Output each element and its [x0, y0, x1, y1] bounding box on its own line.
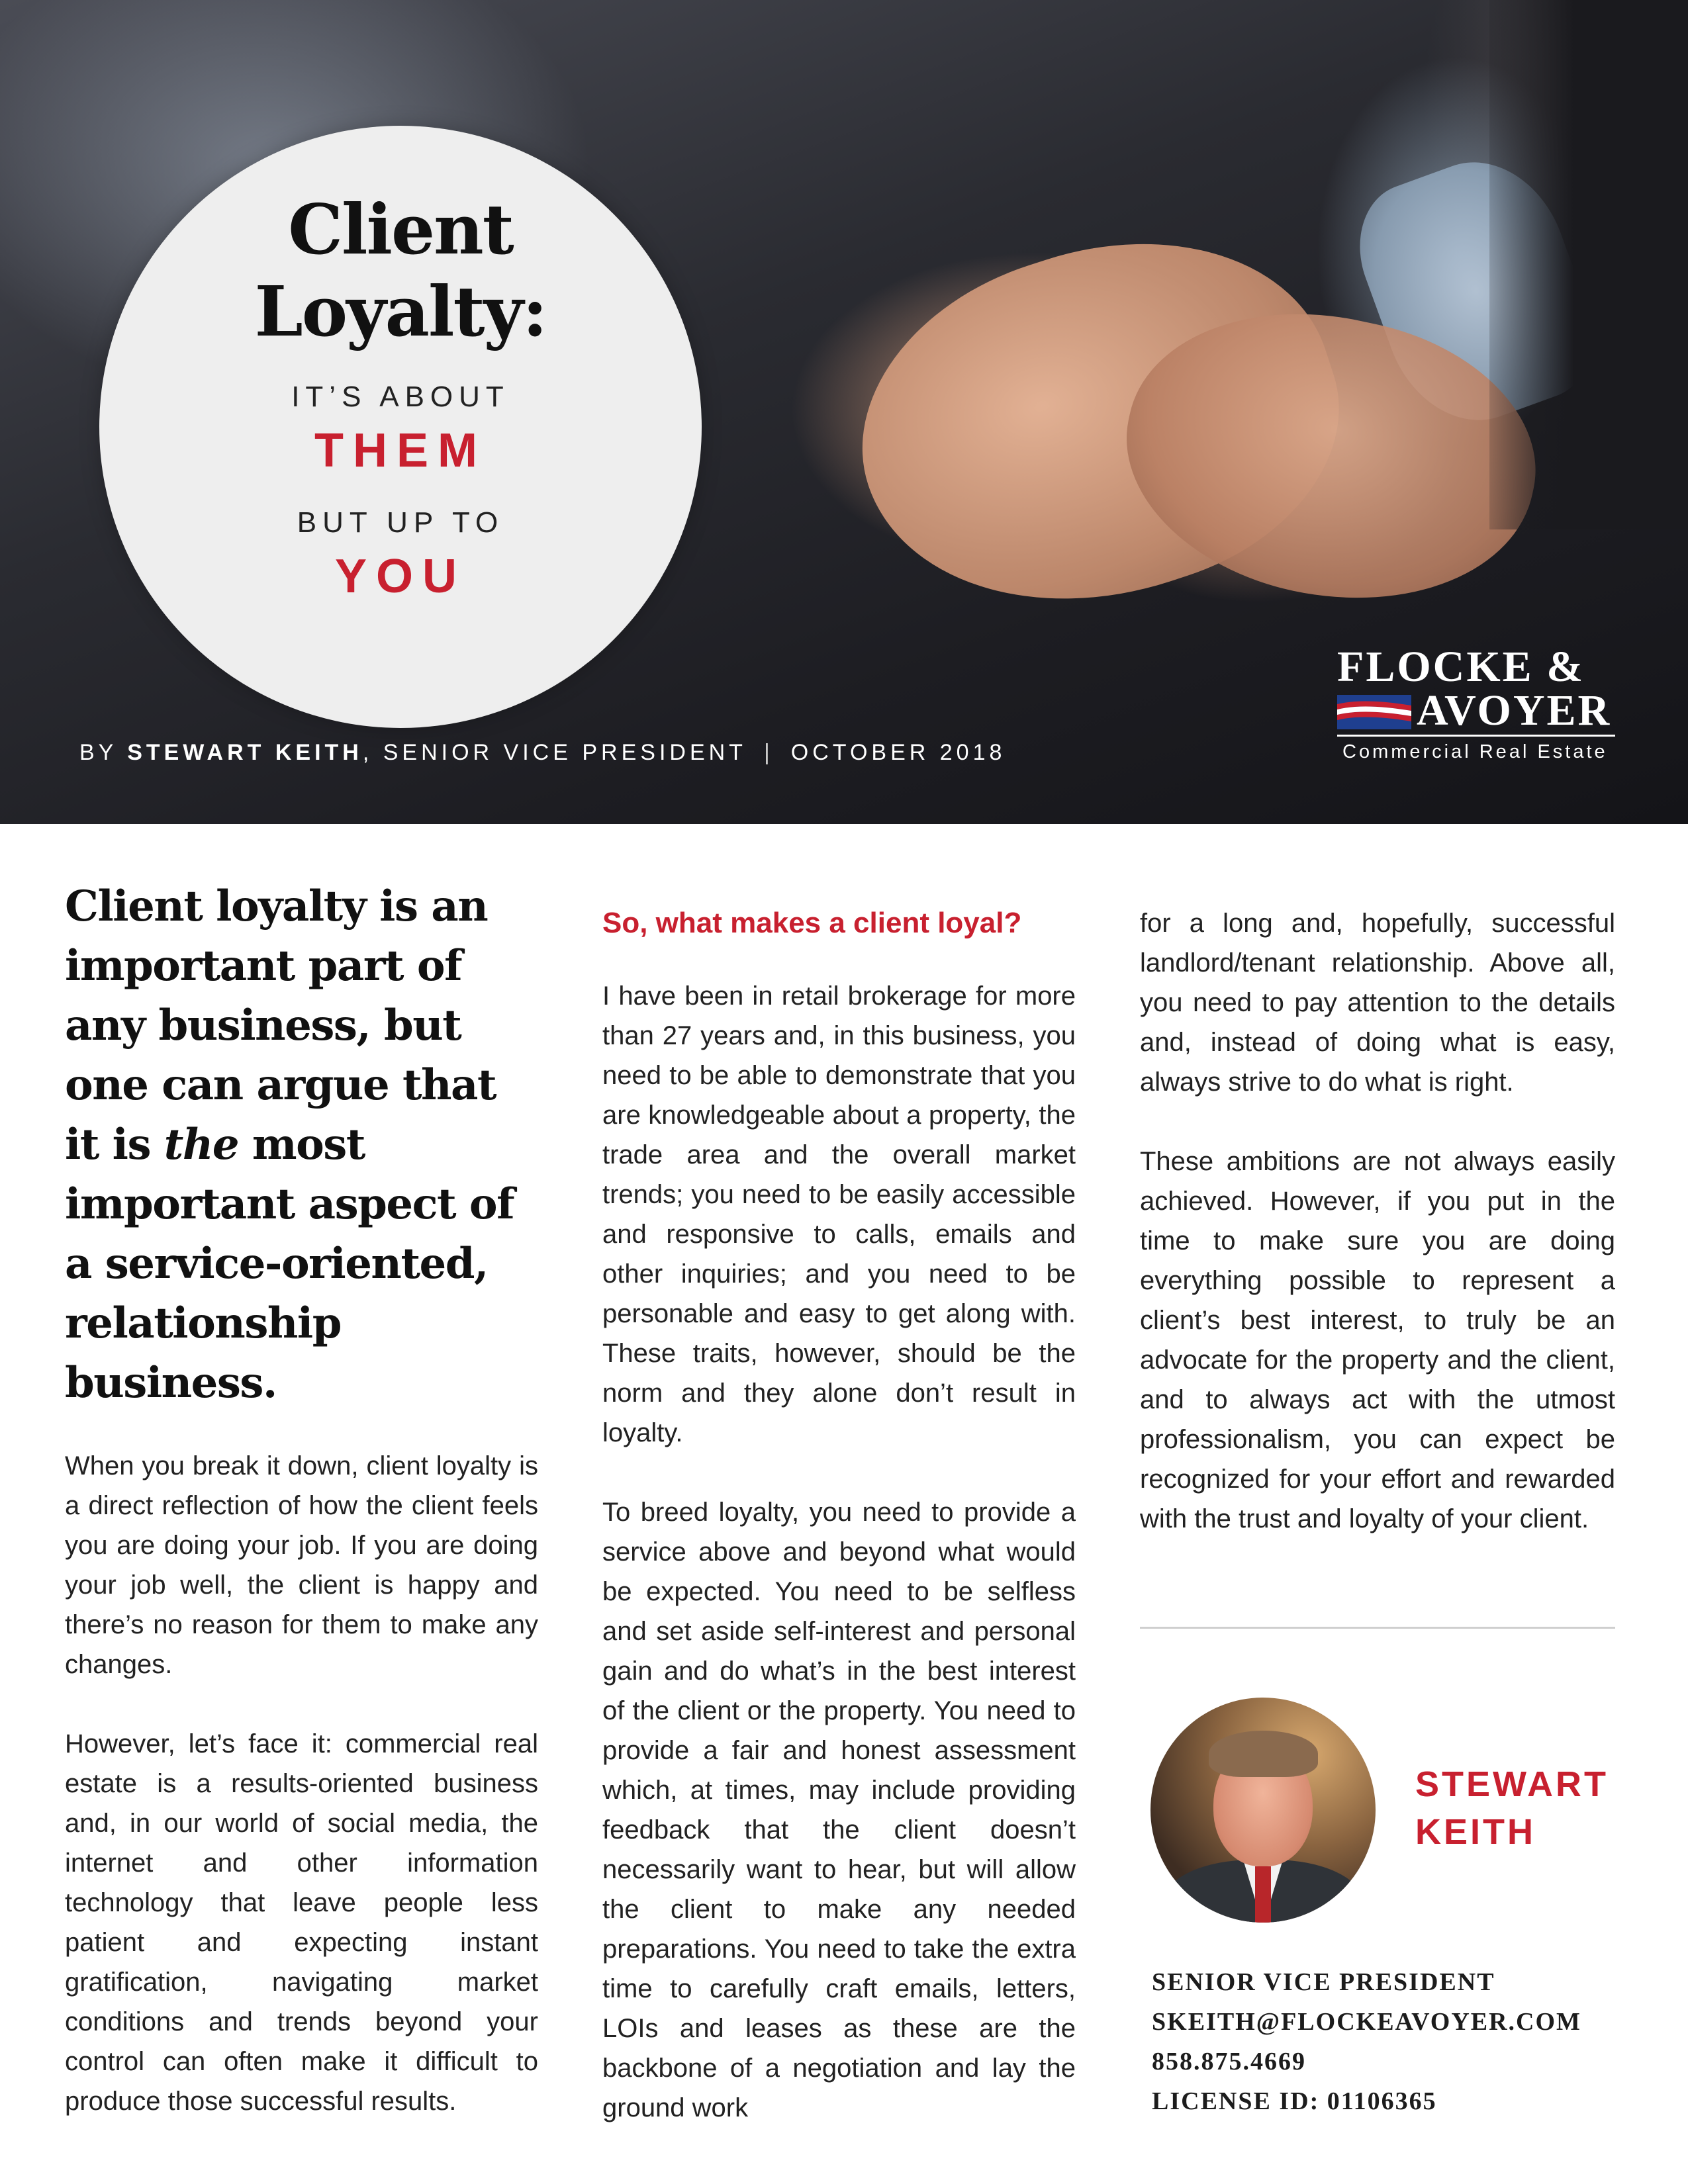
subtitle-them: THEM — [314, 424, 487, 477]
article-title — [99, 189, 702, 353]
logo-tagline: Commercial Real Estate — [1342, 741, 1608, 762]
flag-icon — [1337, 695, 1411, 729]
company-logo — [1337, 642, 1615, 774]
byline-date: OCTOBER 2018 — [790, 740, 1006, 765]
col1-paragraph-1: When you break it down, client loyalty is a direct reflection of how the client feels you are doing your job. If you are doing your job well, the client is happy and there’s no reason for them to make any changes. — [65, 1451, 538, 1679]
author-phone[interactable]: 858.875.4669 — [1152, 2048, 1306, 2075]
hero-photo-sleeve — [1489, 0, 1688, 529]
column-3 — [1140, 903, 1615, 1539]
intro-pull-quote — [65, 877, 541, 1413]
author-title: SENIOR VICE PRESIDENT — [1152, 1968, 1495, 1996]
col1-paragraph-2: However, let’s face it: commercial real estate is a results-oriented business and, in our world of social media, the internet and other information technology that leave people less patient and expecting instant gratification, navigating market conditions and trends beyond your control can often make it difficult to produce those successful results. — [65, 1729, 538, 2116]
byline — [79, 740, 1006, 766]
section-heading: So, what makes a client loyal? — [602, 907, 1022, 939]
byline-role: , SENIOR VICE PRESIDENT — [362, 740, 747, 765]
byline-prefix: BY — [79, 740, 128, 765]
avatar-hair — [1209, 1731, 1318, 1777]
hero-banner — [0, 0, 1688, 824]
title-line-1: Client — [288, 189, 513, 270]
author-license: LICENSE ID: 01106365 — [1152, 2087, 1437, 2115]
byline-author: STEWART KEITH — [127, 740, 363, 765]
col2-paragraph-2: To breed loyalty, you need to provide a service above and beyond what would be expected. You need to be selfless and set aside self-interest and personal gain and do what’s in the best interest of the client or the property. You need to provide a fair and honest assessment which, at times, may include providing feedback that the client doesn’t necessarily want to hear, but will allow the client to make any needed preparations. You need to take the extra time to carefully craft emails, letters, LOIs and leases as these are the backbone of a negotiation and lay the ground work — [602, 1498, 1076, 2122]
byline-separator: | — [763, 740, 774, 765]
logo-line-1: FLOCKE & — [1337, 643, 1585, 691]
title-line-2: Loyalty: — [254, 271, 547, 352]
author-divider — [1140, 1627, 1615, 1629]
column-2 — [602, 903, 1076, 2128]
author-photo — [1150, 1698, 1376, 1923]
intro-text-a: Client loyalty is an important part of any business, but one can argue that it is — [65, 882, 496, 1169]
avatar-tie — [1255, 1866, 1271, 1923]
subtitle-you: YOU — [334, 550, 467, 603]
column-1 — [65, 1446, 538, 2121]
author-first-name: STEWART — [1415, 1764, 1609, 1804]
subtitle-its-about: IT’S ABOUT — [291, 381, 510, 413]
intro-text-b: most important aspect of a service-oriented, relationship business. — [65, 1120, 514, 1408]
col2-paragraph-1: I have been in retail brokerage for more than 27 years and, in this business, you need to be able to demonstrate that you are knowledgeable about a property, the trade area and the overall market trends; you need to be easily accessible and responsive to calls, emails and other inquiries; and you need to be personable and easy to get along with. These traits, however, should be the norm and they alone don’t result in loyalty. — [602, 981, 1076, 1447]
author-name — [1415, 1760, 1609, 1856]
col3-paragraph-1: for a long and, hopefully, successful landlord/tenant relationship. Above all, you need to pay attention to the details and, instead of doing what is easy, always strive to do what is right. — [1140, 909, 1615, 1097]
logo-rule — [1337, 735, 1615, 737]
author-email-link[interactable]: SKEITH@FLOCKEAVOYER.COM — [1152, 2008, 1581, 2036]
logo-line-2: AVOYER — [1417, 686, 1612, 735]
intro-emphasis: the — [164, 1120, 239, 1169]
col3-paragraph-2: These ambitions are not always easily achieved. However, if you put in the time to make sure you are doing everything possible to represent a client’s best interest, to truly be an advocate for the property and the client, and to always act with the utmost professionalism, you can expect be recognized for your effort and rewarded with the trust and loyalty of your client. — [1140, 1147, 1615, 1533]
subtitle-but-up-to: BUT UP TO — [297, 506, 504, 539]
title-circle — [99, 126, 702, 728]
author-last-name: KEITH — [1415, 1812, 1536, 1852]
author-contact — [1152, 1962, 1581, 2121]
